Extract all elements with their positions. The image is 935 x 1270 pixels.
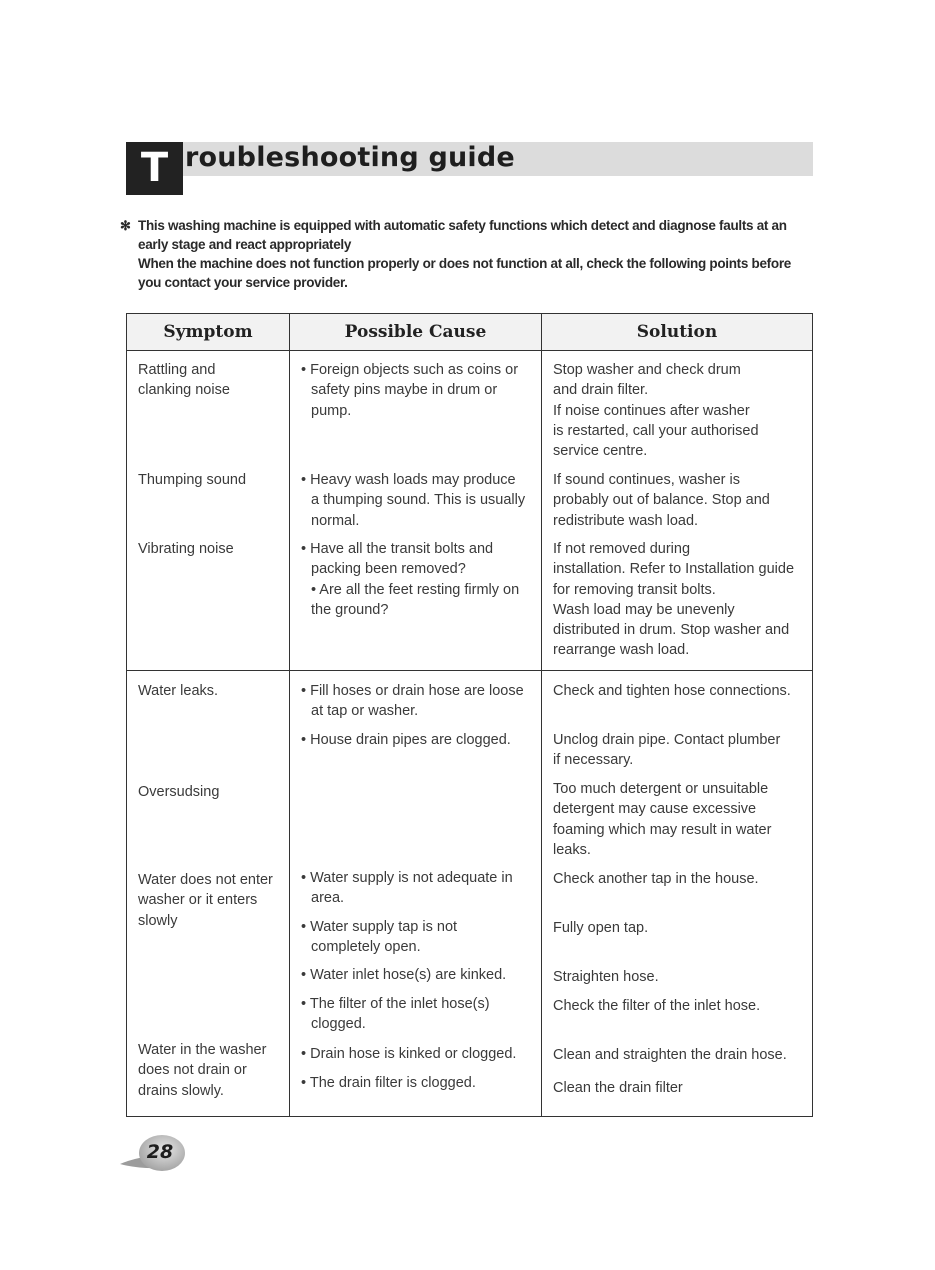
column-divider: [289, 314, 290, 1116]
solution-cell: If not removed during installation. Refer to Installation guide for removing transit bolts. Wash load may be unevenly distributed in drum. Stop washer and rearrange wash load.: [553, 541, 795, 659]
solution-cell: If sound continues, washer is probably out of balance. Stop and redistribute wash load.: [553, 472, 770, 529]
section-divider: [127, 670, 812, 671]
cause-cell: • Drain hose is kinked or clogged.: [301, 1046, 517, 1062]
symptom-cell: Water does not enter washer or it enters slowly: [138, 872, 273, 929]
cause-cell: • House drain pipes are clogged.: [301, 732, 511, 748]
intro-line-3: When the machine does not function properly or does not function at all, check the following points before: [138, 256, 791, 271]
header-possible-cause: Possible Cause: [290, 314, 541, 350]
cause-cell: • Water supply is not adequate in area.: [301, 870, 513, 907]
asterisk-icon: ✻: [120, 218, 131, 233]
intro-line-4: you contact your service provider.: [138, 275, 348, 290]
cause-cell: • Have all the transit bolts and packing been removed? • Are all the feet resting firmly on the ground?: [301, 541, 520, 618]
symptom-cell: Water in the washer does not drain or drains slowly.: [138, 1042, 267, 1099]
solution-cell: Clean and straighten the drain hose.: [553, 1047, 787, 1063]
symptom-cell: Thumping sound: [138, 472, 247, 488]
solution-cell: Fully open tap.: [553, 920, 649, 936]
symptom-cell: Water leaks.: [138, 683, 219, 699]
symptom-cell: Vibrating noise: [138, 541, 234, 557]
solution-cell: Clean the drain filter: [553, 1080, 683, 1096]
solution-cell: Straighten hose.: [553, 969, 659, 985]
solution-cell: Too much detergent or unsuitable detergent may cause excessive foaming which may result in water leaks.: [553, 781, 772, 858]
cause-cell: • Fill hoses or drain hose are loose at tap or washer.: [301, 683, 524, 720]
cause-cell: • Water inlet hose(s) are kinked.: [301, 967, 507, 983]
troubleshooting-table: [126, 313, 813, 1117]
title-initial: T: [126, 142, 183, 195]
solution-cell: Check the filter of the inlet hose.: [553, 998, 761, 1014]
page-title: roubleshooting guide: [185, 142, 515, 173]
header-divider: [127, 350, 812, 351]
page-number: 28: [146, 1141, 174, 1163]
cause-cell: • Foreign objects such as coins or safety pins maybe in drum or pump.: [301, 362, 519, 419]
solution-cell: Stop washer and check drum and drain filter. If noise continues after washer is restarted, call your authorised service centre.: [553, 362, 759, 460]
header-symptom: Symptom: [127, 314, 289, 350]
solution-cell: Unclog drain pipe. Contact plumber if necessary.: [553, 732, 781, 769]
cause-cell: • Heavy wash loads may produce a thumping sound. This is usually normal.: [301, 472, 526, 529]
intro-line-1: ✻ This washing machine is equipped with automatic safety functions which detect and diagnose faults at an: [120, 218, 787, 233]
symptom-cell: Rattling and clanking noise: [138, 362, 230, 399]
solution-cell: Check and tighten hose connections.: [553, 683, 791, 699]
cause-cell: • The filter of the inlet hose(s) clogged.: [301, 996, 490, 1033]
solution-cell: Check another tap in the house.: [553, 871, 759, 887]
cause-cell: • The drain filter is clogged.: [301, 1075, 476, 1091]
cause-cell: • Water supply tap is not completely open.: [301, 919, 458, 956]
header-solution: Solution: [542, 314, 812, 350]
intro-line-2: early stage and react appropriately: [138, 237, 352, 252]
symptom-cell: Oversudsing: [138, 784, 220, 800]
intro-note: [120, 216, 820, 292]
